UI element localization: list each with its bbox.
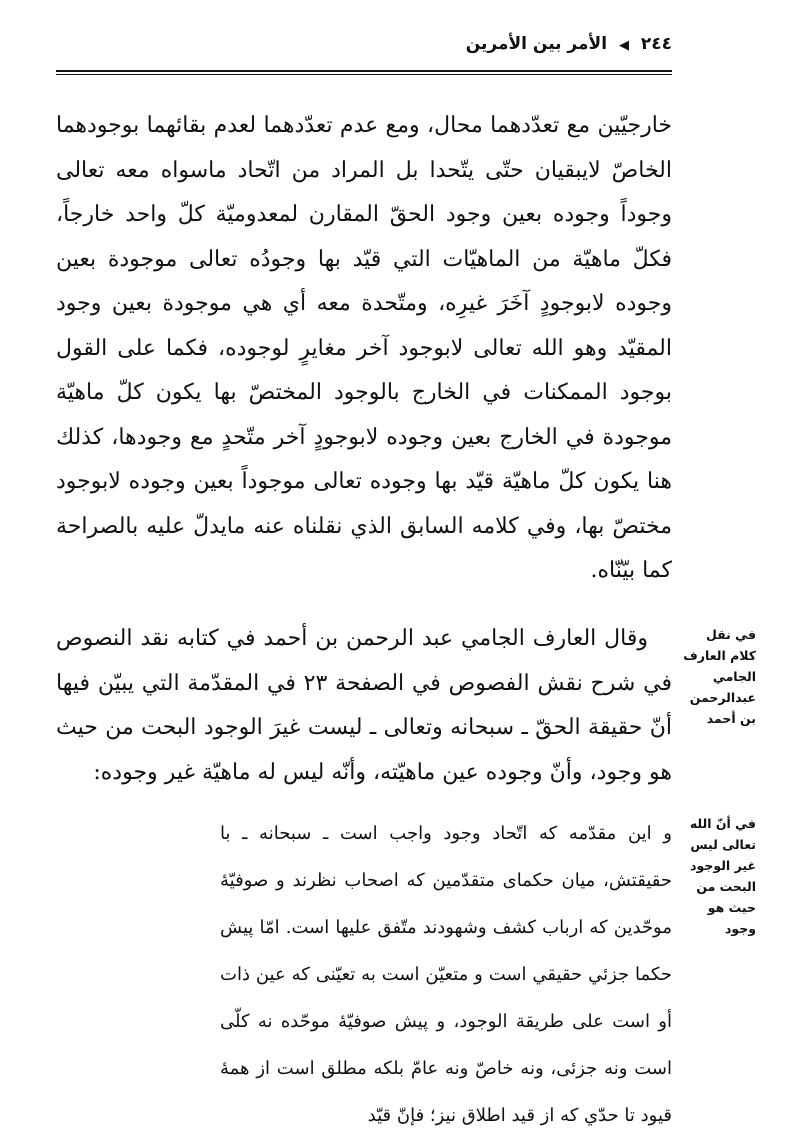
- body-paragraph-1-block: [56, 104, 672, 594]
- persian-quote-block: [220, 810, 672, 1139]
- header-title-group: [466, 34, 672, 54]
- body-paragraph-2-block: [56, 617, 672, 795]
- header-arrow-icon: ◀: [618, 38, 629, 53]
- body-paragraph-1: خارجيّين مع تعدّدهما محال، ومع عدم تعدّدهما لعدم بقائهما بوجودهما الخاصّ لايبقيان حتّى يتّحدا بل المراد من اتّحاد ماسواه معه تعالى وجوداً وجوده بعين وجود الحقّ المقارن لمعدوميّة كلّ واحد خارجاً، فكلّ ماهيّة من الماهيّات التي قيّد بها وجودُه تعالى موجودة بعين وجوده لابوجودٍ آخَرَ غيرِه، ومتّحدة معه أي هي موجودة بعين وجود المقيّد وهو الله تعالى لابوجود آخر مغايرٍ لوجوده، فكما على القول بوجود الممكنات في الخارج بالوجود المختصّ بها يكون كلّ ماهيّة موجودة في الخارج بعين وجوده لابوجودٍ آخر متّحدٍ مع وجودها، كذلك هنا يكون كلّ ماهيّة قيّد بها وجوده تعالى موجوداً بعين وجوده لابوجود مختصّ بها، وفي كلامه السابق الذي نقلناه عنه مايدلّ عليه بالصراحة كما بيّنّاه.: [56, 113, 672, 583]
- running-header: [56, 30, 672, 72]
- margin-note-2: في أنّ الله تعالى ليس غير الوجود البحت من حيث هو وجود: [689, 816, 756, 936]
- margin-note-1: في نقل كلام العارف الجامي عبدالرحمن بن أحمد: [683, 627, 756, 726]
- persian-quote: و اين مقدّمه كه اتّحاد وجود واجب است ـ سبحانه ـ با حقيقتش، ميان حكماى متقدّمين كه اصحاب نظرند و صوفيّهٔ موحّدين كه ارباب كشف وشهودند متّفق عليها است. امّا پيش حكما جزئي حقيقي است و متعيّن است به تعيّنى كه عين ذات أو است على طريقة الوجود، و پيش صوفيّهٔ موحّده نه كلّى است ونه جزئى، ونه خاصّ ونه عامّ بلكه مطلق است از همهٔ قيود تا حدّي كه از قيد اطلاق نيز؛ فإنّ قيّد: [220, 823, 672, 1126]
- header-divider: [56, 74, 672, 75]
- page-number: ٢٤٤: [640, 34, 672, 54]
- body-paragraph-2: وقال العارف الجامي عبد الرحمن بن أحمد في كتابه نقد النصوص في شرح نقش الفصوص في الصفحة ٢٣ في المقدّمة التي يبيّن فيها أنّ حقيقة الحقّ ـ سبحانه وتعالى ـ ليست غيرَ الوجود البحت من حيث هو وجود، وأنّ وجوده عين ماهيّته، وأنّه ليس له ماهيّة غير وجوده:: [56, 626, 672, 785]
- running-title: الأمر بين الأمرين: [465, 34, 608, 54]
